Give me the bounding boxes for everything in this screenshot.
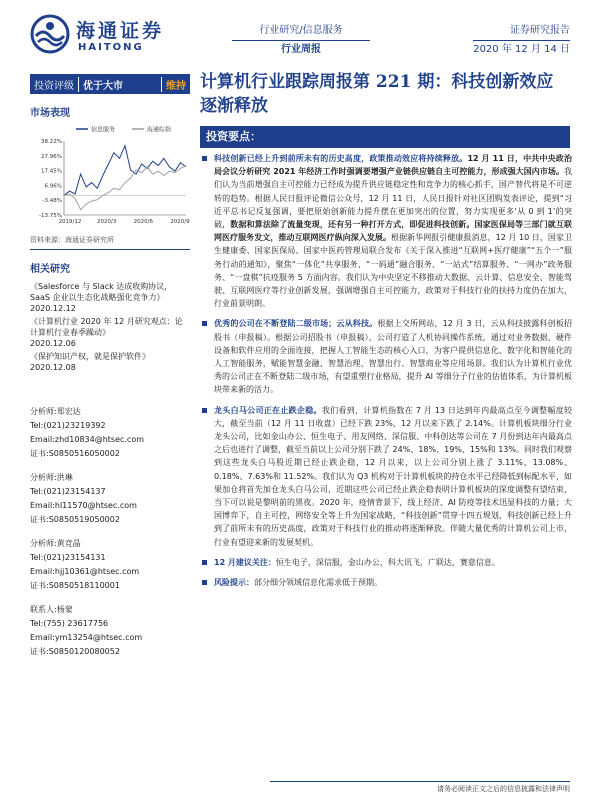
rating-trend: 维持 [166, 80, 186, 92]
analyst-cert: 证书:S0850516050002 [30, 449, 120, 458]
related-item-date: 2020.12.06 [30, 339, 76, 348]
rating-value: 优于大市 [79, 77, 162, 92]
related-item-date: 2020.12.12 [30, 304, 76, 313]
report-category-block [232, 22, 370, 59]
market-chart [30, 123, 190, 231]
related-section-title: 相关研究 [30, 264, 70, 275]
y-tick-label: -13.75% [39, 213, 62, 219]
investment-rating [30, 74, 190, 94]
paragraph-text: 恒生电子，深信服，金山办公，科大讯飞，广联达，赛意信息。 [275, 557, 500, 567]
analyst-name: 联系人:杨蒙 [30, 605, 73, 614]
y-tick-label: -3.48% [42, 198, 62, 205]
y-tick-label: 17.45% [41, 168, 62, 175]
paragraph-lead: 龙头白马公司正在止跌企稳。 [214, 405, 322, 415]
market-chart-svg [30, 123, 190, 231]
report-title: 计算机行业跟踪周报第 221 期：科技创新效应逐渐释放 [200, 72, 554, 116]
related-item[interactable] [30, 316, 190, 349]
analyst-tel: Tel:(021)23154131 [30, 553, 106, 562]
title-area [200, 70, 570, 148]
paragraph-picks [200, 556, 572, 569]
rating-label: 投资评级 [30, 77, 79, 92]
y-tick-label: 6.96% [44, 183, 62, 190]
paragraph-text: 我们看到，计算机指数在 7 月 13 日达到年内最高点至今调整幅度较大，截至当前（12 月 11 日收盘）已经下跌 23%，12 月以来下跌了 2.14%。计算机板块细分行业龙头公司，比如金山办公、恒生电子、用友网络、深信服、中科创达等公司在 7 月份到达年内最高点之后也进行了调整，截至当前以上公司分别下跌了 24%、18%、19%、15%和 13%。同时我们观察到这些龙头白马股近期已经止跌企稳，12 月以来，以上公司分别上涨了 3.11%、13.08%、0.18%、7.63%和 11.52%。我们认为 Q3 机构对于计算机板块的持仓水平已经降低到标配水平，如果加仓将首先加仓龙头白马公司，近期这些公司已经止跌企稳表明计算机板块的深度调整有望结束，当下可以说是黎明前的黑夜。2020 年，疫情背景下，线上经济、AI 防疫等技术迅显科技的力量；大国博弈下，自主可控，网络安全等上升为国家战略，“科技创新”贯穿十四五规划，科技创新已经上升到了前所未有的历史高度，政策对于科技行业的推动将逐渐释放。伴随大量优秀的计算机公司上市，行业有望迎来新的发展契机。 [214, 405, 572, 547]
analyst-name: 分析师:黄竞晶 [30, 539, 81, 548]
paragraph-lead: 12 月建议关注： [214, 557, 276, 567]
x-tick-label: 2020/9 [170, 219, 190, 225]
key-points-header: 投资要点： [200, 126, 570, 148]
chart-source: 资料来源：海通证券研究所 [30, 235, 190, 250]
related-item-title: 《计算机行业 2020 年 12 月研究观点：论计算机行业春季躁动》 [30, 317, 183, 337]
analyst-tel: Tel:(755) 23617756 [30, 619, 109, 628]
related-item-title: 《Salesforce 与 Slack 达成收购协议，SaaS 企业以生态化战略强化竞争力》 [30, 282, 173, 302]
paragraph-market [200, 404, 572, 549]
related-item-title: 《保护知识产权，就是保护软件》 [30, 352, 150, 361]
bullet-square-icon [202, 321, 207, 326]
bullet-square-icon [202, 156, 207, 161]
x-tick-label: 2020/3 [96, 219, 117, 225]
analyst-cert: 证书:S0850120080052 [30, 647, 120, 656]
y-tick-label: 38.22% [41, 139, 62, 145]
paragraph-risk [200, 576, 572, 589]
logo-english-name: HAITONG [78, 42, 144, 53]
x-tick-label: 2020/6 [133, 219, 154, 225]
analyst-name: 分析师:郑宏达 [30, 407, 81, 416]
related-item[interactable] [30, 281, 190, 314]
paragraph-lead: 科技创新已经上升到前所未有的历史高度，政策推动效应将持续释放。 [214, 154, 468, 163]
analyst-name: 分析师:洪琳 [30, 473, 73, 482]
analyst-cert: 证书:S0850519050002 [30, 515, 120, 524]
bullet-square-icon [202, 408, 207, 413]
paragraph-text: 根据上交所网站，12 月 3 日，云从科技披露科创板招股书（申报稿）。根据公司招股书（申报稿），公司打造了人机协同操作系统，通过对业务数据、硬件设备和软件应用的全面连接，把握人工智能生态的核心入口，为客户提供信息化、数字化和智能化的人工智能服务，赋能智慧金融、智慧治理、智慧出行、智慧商业等应用场景。我们认为计算机行业优秀的公司正在不断登陆二级市场，有望重塑行业格局，提升 AI 等细分子行业的估值体系，为计算机板块带来新的活力。 [214, 319, 573, 395]
report-body [200, 152, 572, 596]
related-item-date: 2020.12.08 [30, 363, 76, 372]
analyst-card [30, 471, 180, 527]
paragraph-text: 我们认为当前增强自主可控能力已经成为提升供应链稳定性和竞争力的核心抓手，国产替代将是不可逆转的趋势。根据人民日报评论微信公众号，12 月 11 日，人民日报针对社区团购发表评论，提到“习近平总书记反复强调，要把原始创新能力提升摆在更加突出的位置，努力实现更多‘从 0 到 1’的突破， [214, 167, 572, 230]
analyst-card [30, 603, 180, 659]
report-type: 行业周报 [232, 40, 370, 59]
analyst-email[interactable]: Email:ym13254@htsec.com [30, 633, 143, 642]
analyst-list [30, 405, 180, 669]
series-line [64, 146, 186, 196]
paragraph-ipo [200, 317, 572, 396]
x-tick-label: 2019/12 [58, 219, 82, 225]
paragraph-bold: 数据和算法除了流量变现，还有另一种打开方式，即促进科技创新。国家医保局等三部门就互联网医疗服务发文，推动互联网医疗纵向深入发展。 [214, 220, 572, 243]
bullet-square-icon [202, 580, 207, 585]
report-header [0, 0, 600, 62]
analyst-tel: Tel:(021)23154137 [30, 487, 106, 496]
analyst-tel: Tel:(021)23219392 [30, 421, 106, 430]
analyst-card [30, 405, 180, 461]
sidebar [30, 74, 190, 375]
analyst-email[interactable]: Email:hl11570@htsec.com [30, 501, 137, 510]
y-tick-label: 27.96% [41, 153, 62, 160]
analyst-email[interactable]: Email:hjj10361@htsec.com [30, 567, 140, 576]
analyst-email[interactable]: Email:zhd10834@htsec.com [30, 435, 145, 444]
series-line [64, 166, 186, 210]
analyst-card [30, 537, 180, 593]
paragraph-bold: 12 月 11 日，中共中央政治局会议分析研究 2021 年经济工作时强调要增强产业链供应链自主可控能力，形成强大国内市场。 [214, 154, 573, 177]
report-date: 2020 年 12 月 14 日 [473, 40, 570, 59]
paragraph-policy [200, 152, 572, 310]
legend-label: 信息服务 [91, 126, 116, 134]
bullet-square-icon [202, 560, 207, 565]
disclaimer-footer: 请务必阅读正文之后的信息披露和法律声明 [270, 781, 570, 794]
analyst-cert: 证书:S0850518110001 [30, 581, 120, 590]
legend-label: 海通综指 [147, 126, 172, 134]
market-section-title: 市场表现 [30, 108, 70, 119]
logo-chinese-name: 海通证券 [76, 20, 165, 42]
paragraph-text: 根据新华网报引健康报消息，12 月 10 日，国家卫生健康委、国家医保局、国家中医药管理局联合发布《关于深入推进“互联网+医疗健康”“五个一”服务行动的通知》，聚焦“一体化”共享服务、“一码通”融合服务、“一站式”结算服务、“一网办”政务服务、“一盘棋”抗疫服务 5 方面内容。我们认为中央坚定不移推动大数据、云计算、信息安全、智能驾驶、互联网医疗等行业创新发展，强调增强自主可控能力，政策对于科技行业的扶持力度仍在加大，行业前景明朗。 [214, 233, 572, 309]
doc-type: 证券研究报告 [510, 25, 570, 36]
paragraph-lead: 风险提示： [214, 578, 254, 588]
paragraph-text: 部分细分领域信息化需求低于预期。 [254, 578, 382, 588]
related-item[interactable] [30, 351, 190, 373]
related-research-list [30, 281, 190, 373]
report-meta-block [473, 22, 570, 59]
haitong-logo-icon [30, 14, 70, 54]
company-logo [30, 14, 180, 58]
report-category: 行业研究/信息服务 [259, 25, 343, 36]
paragraph-lead: 优秀的公司在不断登陆二级市场；云从科技。 [214, 319, 378, 329]
